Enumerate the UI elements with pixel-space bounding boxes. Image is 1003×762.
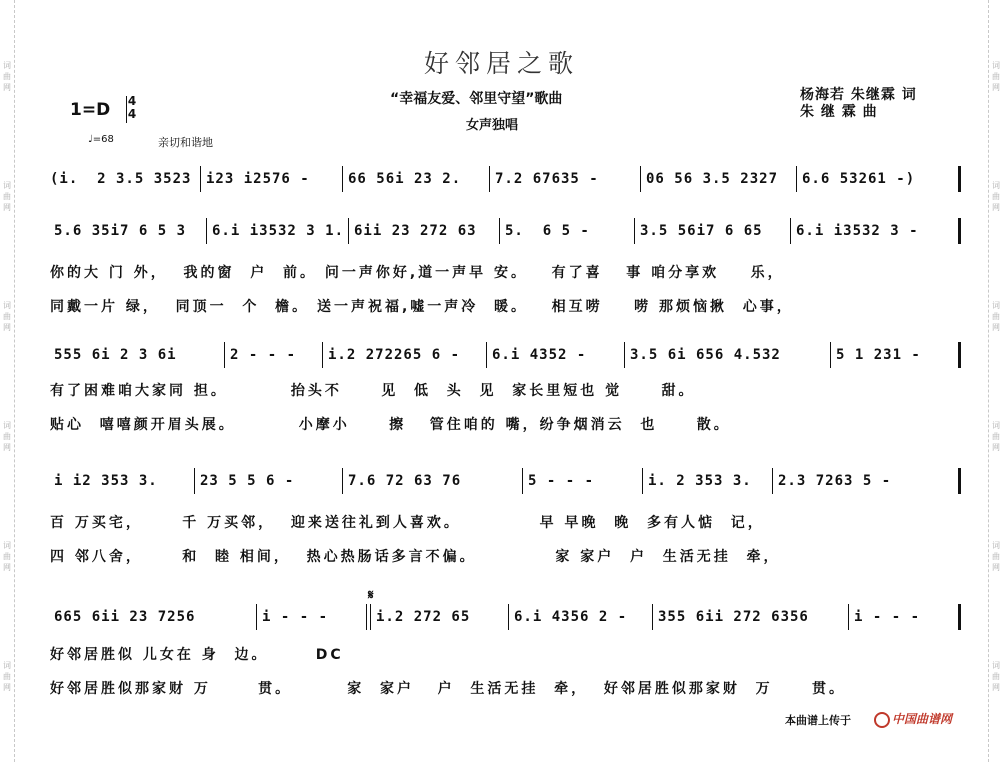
song-subtitle: “幸福友爱、邻里守望”歌曲 (390, 91, 563, 107)
lyric-line: 好邻居胜似 儿女在 身 边。 DC (50, 647, 344, 663)
staff-system-2 (46, 218, 966, 244)
segno-sign: 𝄋 (368, 588, 374, 603)
staff-system-1 (46, 166, 966, 192)
measure: 555 6i 2 3 6i (54, 347, 177, 363)
measure: 7.2 67635 - (495, 171, 599, 187)
upload-note: 本曲谱上传于 (785, 714, 851, 727)
measure: 5. 6 5 - (505, 223, 590, 239)
meter-bottom: 4 (127, 107, 137, 121)
measure: 5 - - - (528, 473, 595, 489)
measure: i - - - (854, 609, 921, 625)
measure: i - - - (262, 609, 329, 625)
measure: 5.6 35i7 6 5 3 (54, 223, 187, 239)
meter-top: 4 (127, 94, 137, 108)
measure: 2.3 7263 5 - (778, 473, 892, 489)
lyric-line: 同戴一片 绿， 同顶一 个 檐。 送一声祝福,嘘一声冷 暖。 相互唠 唠 那烦恼揪 心事， (50, 299, 794, 315)
measure: 665 6ii 23 7256 (54, 609, 196, 625)
watermark-left-3: 词曲网 (3, 301, 11, 332)
measure: 2 - - - (230, 347, 297, 363)
tempo-mark: ♩=68 (88, 134, 114, 145)
watermark-right-3: 词曲网 (992, 301, 1000, 332)
watermark-right-1: 词曲网 (992, 61, 1000, 92)
measure: 6.6 53261 -) (802, 171, 916, 187)
measure: i i2 353 3. (54, 473, 158, 489)
measure: i.2 272265 6 - (328, 347, 461, 363)
measure: 6.i i3532 3 - (796, 223, 919, 239)
song-title: 好邻居之歌 (423, 49, 579, 78)
expression-mark: 亲切和谐地 (158, 136, 213, 149)
composer-credit: 朱 继 霖 曲 (800, 104, 878, 120)
measure: 06 56 3.5 2327 (646, 171, 779, 187)
right-margin-strip (988, 0, 1003, 762)
lyric-line: 有了困难咱大家同 担。 抬头不 见 低 头 见 家长里短也 觉 甜。 (50, 383, 696, 399)
watermark-right-4: 词曲网 (992, 421, 1000, 452)
measure: 355 6ii 272 6356 (658, 609, 809, 625)
watermark-left-5: 词曲网 (3, 541, 11, 572)
measure: i.2 272 65 (376, 609, 471, 625)
site-logo (874, 710, 952, 728)
measure: 7.6 72 63 76 (348, 473, 462, 489)
measure: 6ii 23 272 63 (354, 223, 477, 239)
voice-type: 女声独唱 (466, 118, 519, 133)
measure: 6.i 4356 2 - (514, 609, 628, 625)
measure: 66 56i 23 2. (348, 171, 462, 187)
measure: 3.5 56i7 6 65 (640, 223, 763, 239)
staff-system-3 (46, 342, 966, 368)
watermark-left-2: 词曲网 (3, 181, 11, 212)
measure: 6.i i3532 3 1. (212, 223, 345, 239)
watermark-right-6: 词曲网 (992, 661, 1000, 692)
measure: 6.i 4352 - (492, 347, 587, 363)
lyric-line: 四 邻八舍， 和 睦 相间， 热心热肠话多言不偏。 家 家户 户 生活无挂 牵， (50, 549, 781, 565)
logo-icon (874, 712, 890, 728)
watermark-right-2: 词曲网 (992, 181, 1000, 212)
measure: (i. 2 3.5 3523 (50, 171, 192, 187)
measure: i. 2 353 3. (648, 473, 752, 489)
measure: i23 i2576 - (206, 171, 310, 187)
watermark-right-5: 词曲网 (992, 541, 1000, 572)
lyric-line: 好邻居胜似那家财 万 贯。 家 家户 户 生活无挂 牵， 好邻居胜似那家财 万 贯。 (50, 681, 846, 697)
measure: 3.5 6i 656 4.532 (630, 347, 781, 363)
time-signature (126, 95, 138, 121)
lyric-line: 你的大 门 外， 我的窗 户 前。 问一声你好,道一声早 安。 有了喜 事 咱分享欢 乐， (50, 265, 785, 281)
lyricist-credit: 杨海若 朱继霖 词 (800, 87, 917, 103)
key-signature: 1=D (70, 100, 111, 120)
site-name: 中国曲谱网 (892, 712, 953, 726)
watermark-left-6: 词曲网 (3, 661, 11, 692)
measure: 5 1 231 - (836, 347, 921, 363)
lyric-line: 贴心 嘻嘻颜开眉头展。 小摩小 擦 管住咱的 嘴，纷争烟消云 也 散。 (50, 417, 731, 433)
measure: 23 5 5 6 - (200, 473, 295, 489)
watermark-left-4: 词曲网 (3, 421, 11, 452)
lyric-line: 百 万买宅， 千 万买邻， 迎来送往礼到人喜欢。 早 早晚 晚 多有人惦 记， (50, 515, 765, 531)
staff-system-5 (46, 604, 966, 630)
staff-system-4 (46, 468, 966, 494)
left-margin-strip (0, 0, 15, 762)
watermark-left-1: 词曲网 (3, 61, 11, 92)
